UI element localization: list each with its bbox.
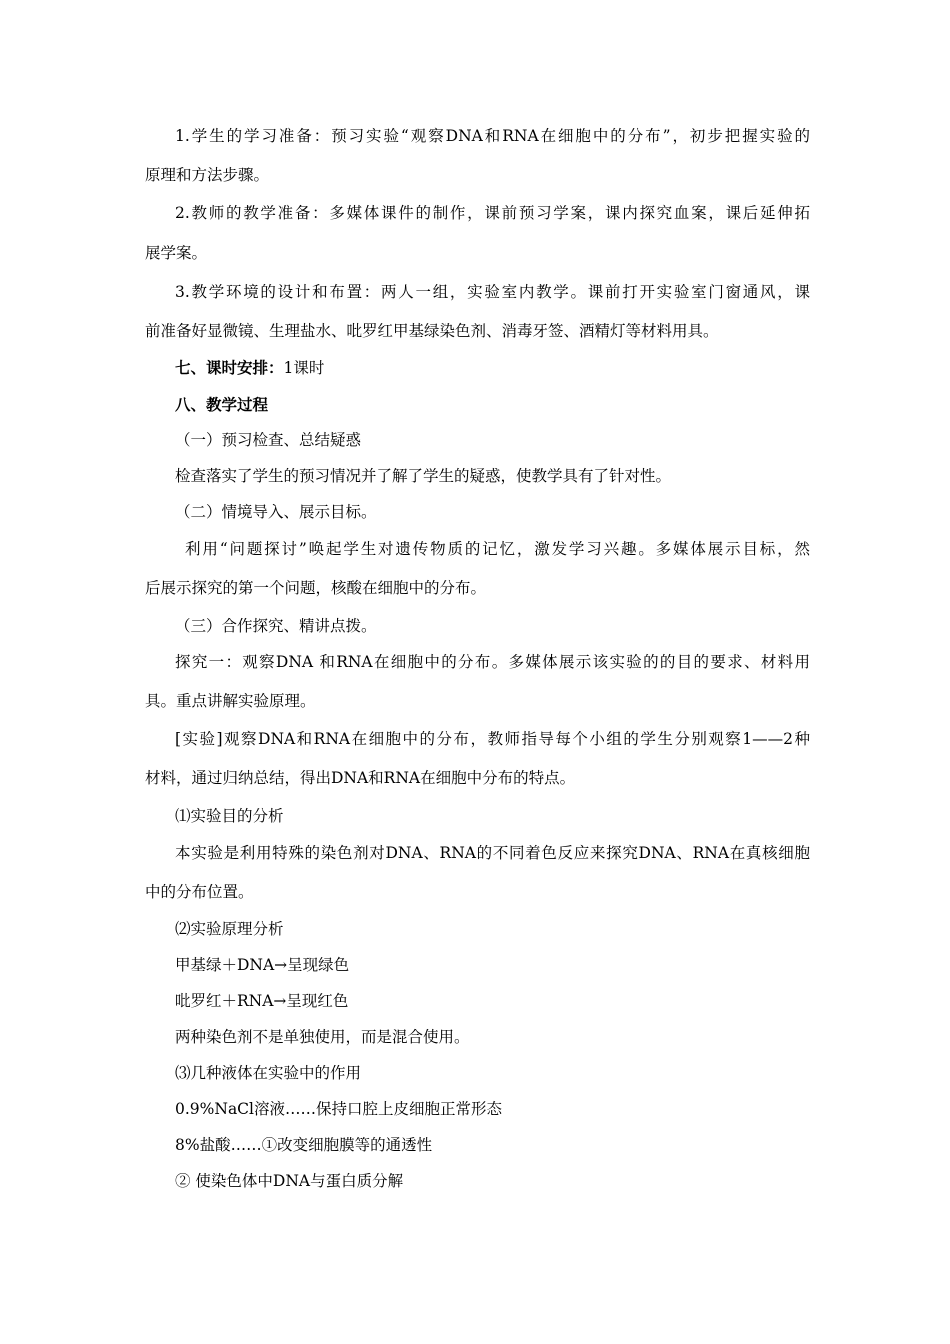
item2-line2: 吡罗红＋RNA→呈现红色	[175, 992, 349, 1010]
item2-line3: 两种染色剂不是单独使用，而是混合使用。	[175, 1028, 470, 1046]
item1-line1: 本实验是利用特殊的染色剂对DNA、RNA的不同着色反应来探究DNA、RNA在真核细胞	[175, 844, 810, 862]
sub1-title: （一）预习检查、总结疑惑	[175, 431, 362, 449]
sub2-title: （二）情境导入、展示目标。	[175, 503, 377, 521]
sub1-text: 检查落实了学生的预习情况并了解了学生的疑惑，使教学具有了针对性。	[175, 467, 672, 485]
p3-line1: 3.教学环境的设计和布置：两人一组，实验室内教学。课前打开实验室门窗通风，课	[175, 283, 810, 301]
p3-line2: 前准备好显微镜、生理盐水、吡罗红甲基绿染色剂、消毒牙签、酒精灯等材料用具。	[145, 322, 719, 340]
p1-line1: 1.学生的学习准备：预习实验“观察DNA和RNA在细胞中的分布”，初步把握实验的	[175, 127, 810, 145]
p1-line2: 原理和方法步骤。	[145, 166, 270, 184]
sub3-exp-line2: 材料，通过归纳总结，得出DNA和RNA在细胞中分布的特点。	[145, 769, 576, 787]
sub3-title: （三）合作探究、精讲点拨。	[175, 617, 377, 635]
item2-title: ⑵实验原理分析	[175, 920, 284, 938]
section8-heading: 八、教学过程	[175, 395, 269, 414]
section7-line	[175, 358, 810, 378]
item1-line2: 中的分布位置。	[145, 883, 254, 901]
section7-heading: 七、课时安排：	[175, 358, 284, 377]
p2-line2: 展学案。	[145, 244, 208, 262]
p2-line1: 2.教师的教学准备：多媒体课件的制作，课前预习学案，课内探究血案，课后延伸拓	[175, 204, 810, 222]
sub3-explore-line2: 具。重点讲解实验原理。	[145, 692, 316, 710]
item2-line1: 甲基绿＋DNA→呈现绿色	[175, 956, 350, 974]
section7-text: 1课时	[283, 359, 325, 377]
item3-title: ⑶几种液体在实验中的作用	[175, 1064, 362, 1082]
sub2-line2: 后展示探究的第一个问题，核酸在细胞中的分布。	[145, 579, 487, 597]
sub2-line1: 利用“问题探讨”唤起学生对遗传物质的记忆，激发学习兴趣。多媒体展示目标，然	[185, 540, 810, 558]
sub3-exp-line1: [实验]观察DNA和RNA在细胞中的分布，教师指导每个小组的学生分别观察1——2种	[175, 730, 810, 748]
item3-line3: ② 使染色体中DNA与蛋白质分解	[175, 1172, 404, 1190]
sub3-explore-line1: 探究一：观察DNA 和RNA在细胞中的分布。多媒体展示该实验的的目的要求、材料用	[175, 653, 810, 671]
item3-line1: 0.9%NaCl溶液……保持口腔上皮细胞正常形态	[175, 1100, 502, 1118]
item1-title: ⑴实验目的分析	[175, 807, 284, 825]
item3-line2: 8%盐酸……①改变细胞膜等的通透性	[175, 1136, 433, 1154]
